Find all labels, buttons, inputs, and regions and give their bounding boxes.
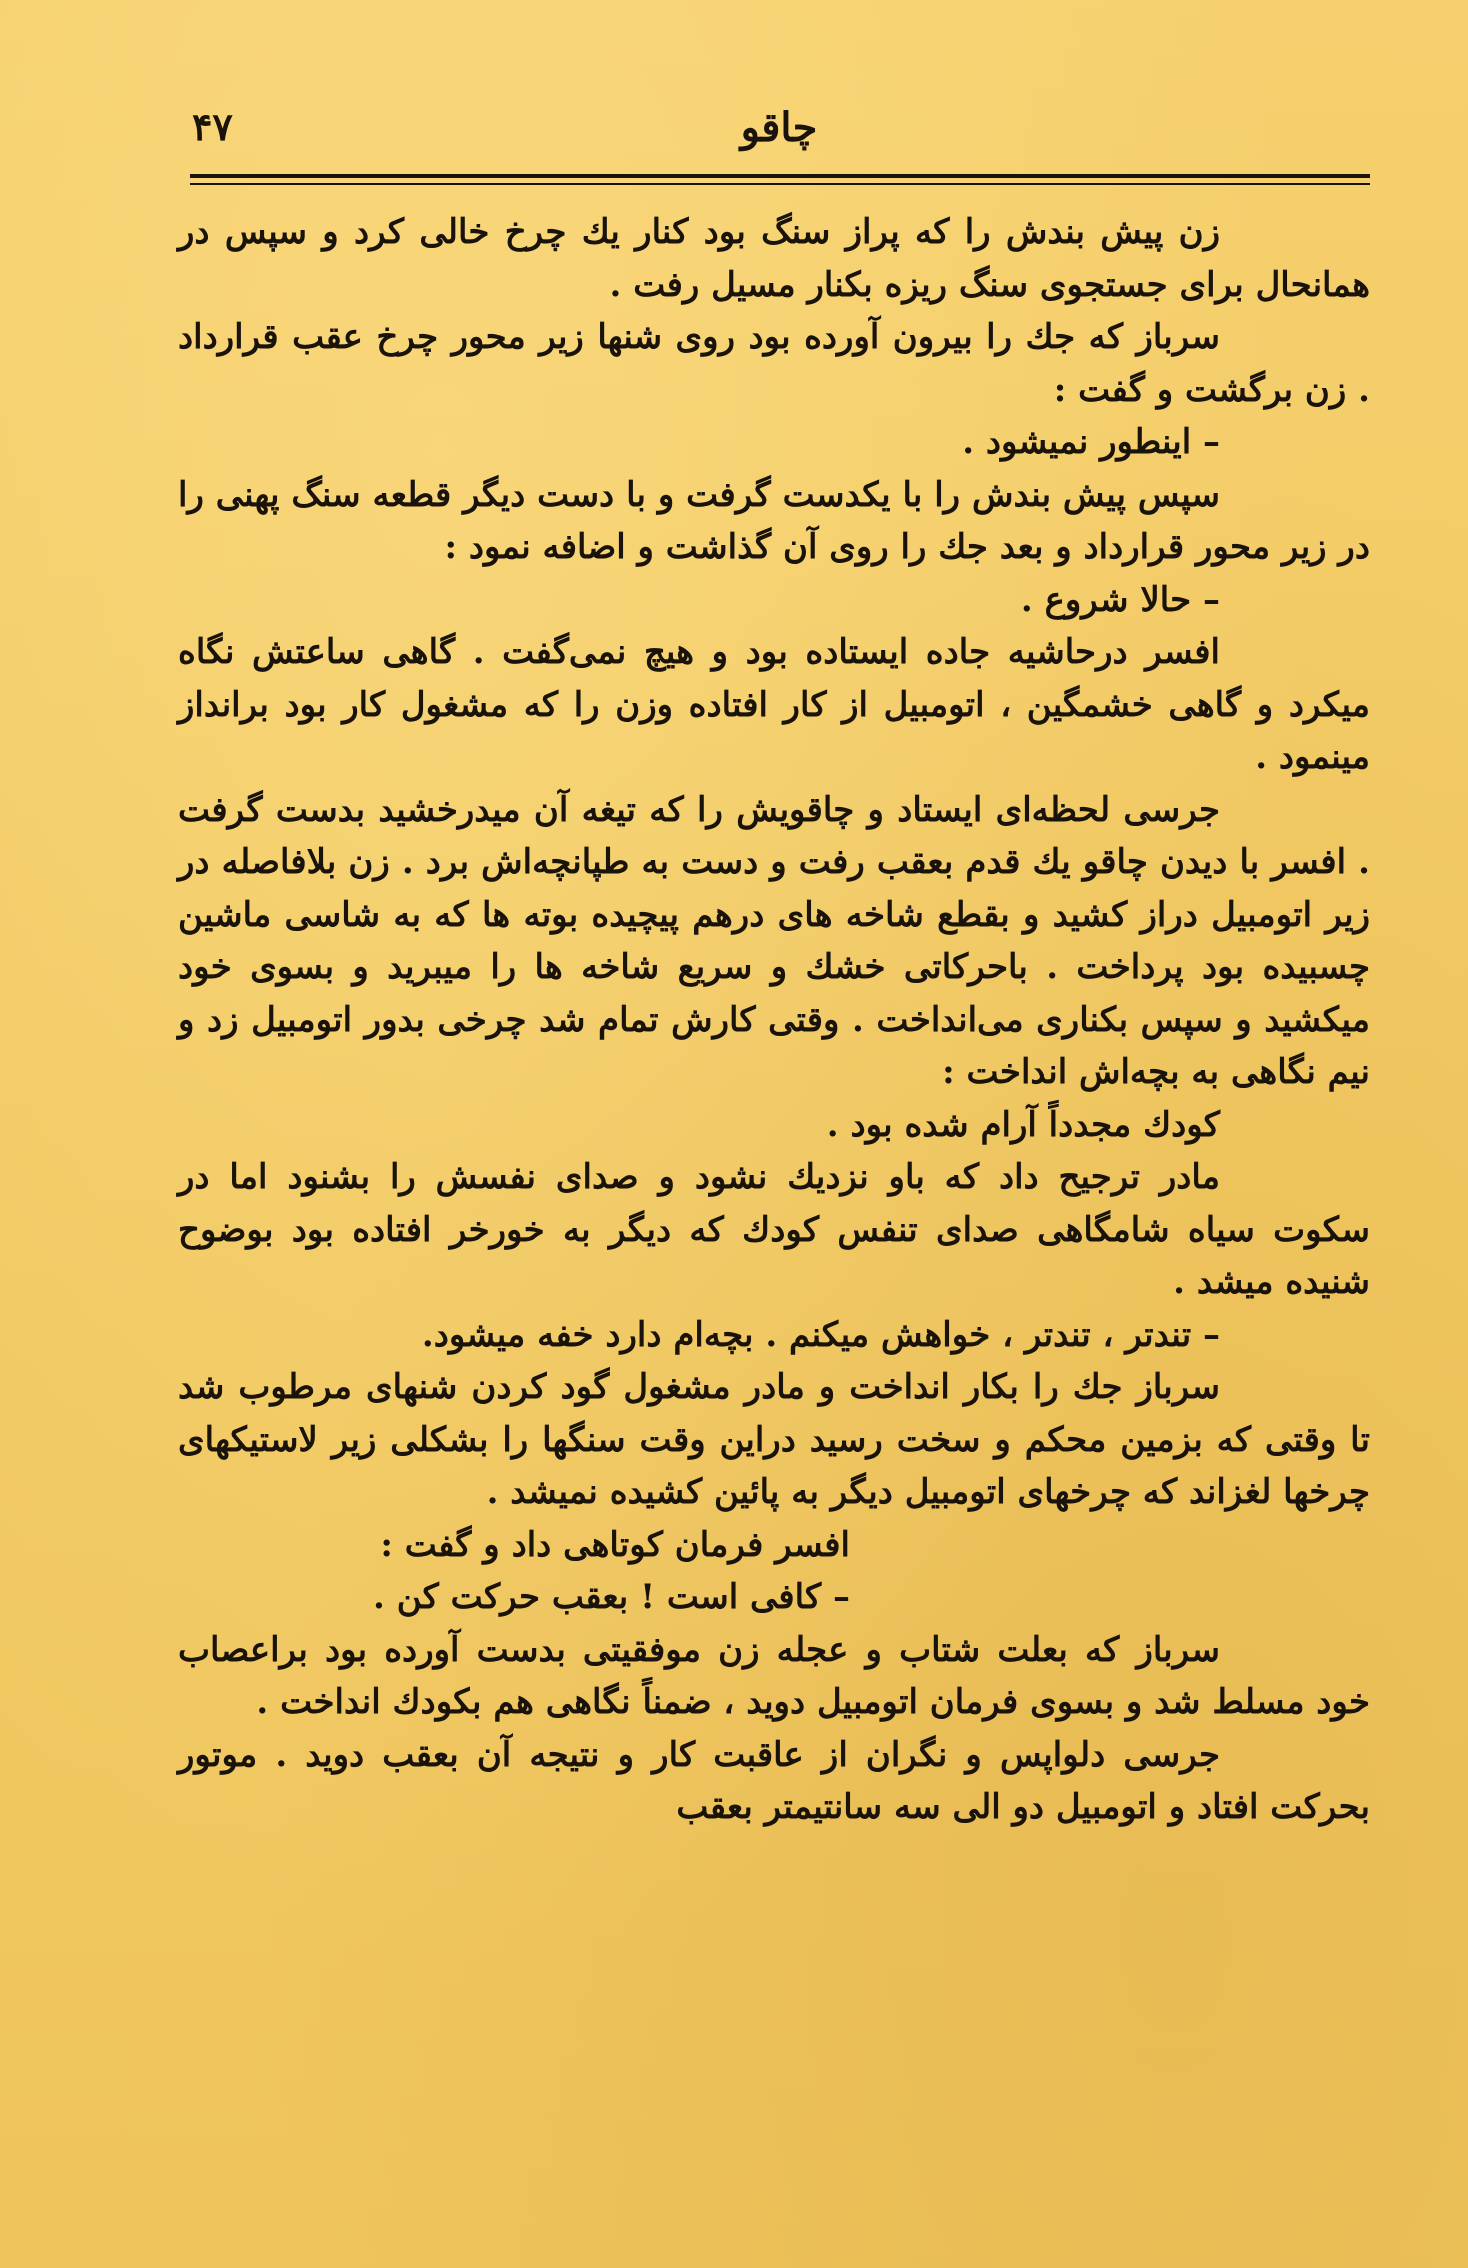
paragraph: مادر ترجیح داد که باو نزدیك نشود و صدای نفسش را بشنود اما در سکوت سیاه شامگاهی صدای تنفس کودك که دیگر به خورخر افتاده بود بوضوح شنیده میشد .: [178, 1157, 1370, 1302]
paragraph: جرسی لحظه‌ای ایستاد و چاقویش را که تیغه آن میدرخشید بدست گرفت . افسر با دیدن چاقو یك قدم بعقب رفت و دست به طپانچه‌اش برد . زن بلافاصله در زیر اتومبیل دراز کشید و بقطع شاخه های درهم پیچیده بوته ها که به شاسی ماشین چسبیده بود پرداخت . باحرکاتی خشك و سریع شاخه ها را میبرید و بسوی خود میکشید و سپس بکناری می‌انداخت . وقتی کارش تمام شد چرخی بدور اتومبیل زد و نیم نگاهی به بچه‌اش انداخت :: [178, 789, 1370, 1092]
body-text: [178, 206, 1370, 1834]
page-header: [188, 104, 1370, 172]
paragraph: زن پیش بندش را که پراز سنگ بود کنار یك چرخ خالی کرد و سپس در همانحال برای جستجوی سنگ ریزه بکنار مسیل رفت .: [178, 212, 1370, 305]
paragraph: سرباز که بعلت شتاب و عجله زن موفقیتی بدست آورده بود براعصاب خود مسلط شد و بسوی فرمان اتومبیل دوید ، ضمناً نگاهی هم بکودك انداخت .: [178, 1629, 1370, 1722]
paragraph: سرباز جك را بکار انداخت و مادر مشغول گود کردن شنهای مرطوب شد تا وقتی که بزمین محکم و سخت رسید دراین وقت سنگها را بشکلی زیر لاستیکهای چرخها لغزاند که چرخهای اتومبیل دیگر به پائین کشیده نمیشد .: [178, 1367, 1370, 1512]
paragraph: کودك مجدداً آرام شده بود .: [826, 1104, 1220, 1145]
paragraph: جرسی دلواپس و نگران از عاقبت کار و نتیجه آن بعقب دوید . موتور بحرکت افتاد و اتومبیل دو الی سه سانتیمتر بعقب: [178, 1734, 1370, 1827]
paragraph: افسر فرمان کوتاهی داد و گفت :: [380, 1524, 850, 1565]
dialogue-line: – کافی است ! بعقب حرکت کن .: [373, 1577, 850, 1617]
paragraph: افسر درحاشیه جاده ایستاده بود و هیچ نمی‌گفت . گاهی ساعتش نگاه میکرد و گاهی خشمگین ، اتومبیل از کار افتاده وزن را که مشغول کار بود برانداز مینمود .: [178, 632, 1370, 777]
header-rule-thick: [190, 174, 1370, 178]
paragraph: سپس پیش بندش را با یکدست گرفت و با دست دیگر قطعه سنگ پهنی را در زیر محور قرارداد و بعد جك را روی آن گذاشت و اضافه نمود :: [178, 474, 1370, 567]
paragraph: سرباز که جك را بیرون آورده بود روی شنها زیر محور چرخ عقب قرارداد . زن برگشت و گفت :: [178, 317, 1370, 410]
dialogue-line: – اینطور نمیشود .: [962, 422, 1220, 462]
dialogue-line: – حالا شروع .: [1020, 579, 1220, 620]
dialogue-line: – تندتر ، تندتر ، خواهش میکنم . بچه‌ام دارد خفه میشود.: [421, 1314, 1220, 1355]
page-number: ۴۷: [192, 104, 233, 149]
header-rule-thin: [190, 183, 1370, 185]
running-title: چاقو: [740, 104, 818, 151]
